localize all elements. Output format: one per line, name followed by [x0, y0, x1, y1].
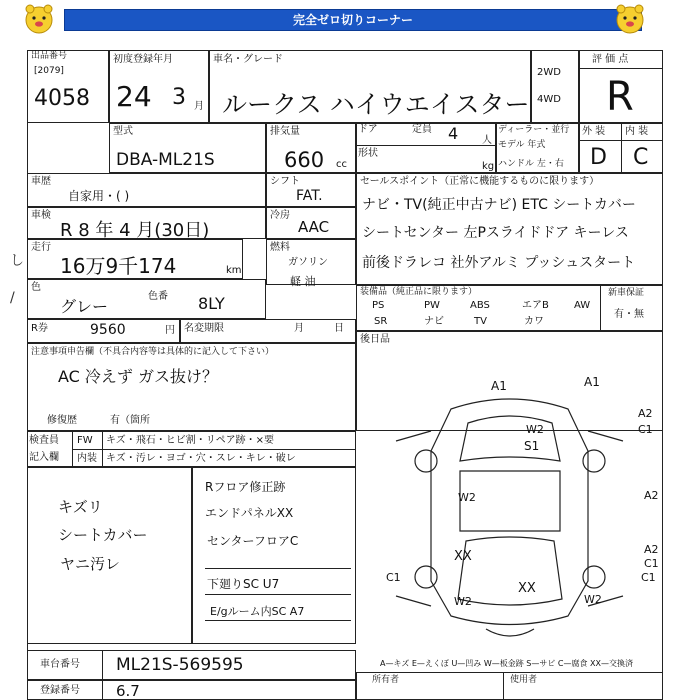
- yen-unit: 円: [165, 325, 175, 336]
- mileage-value: 16万9千174: [60, 254, 177, 278]
- mark-w2-hood: W2: [526, 423, 544, 436]
- car-name: ルークス ハイウエイスター: [222, 90, 530, 119]
- lot-label: 出品番号: [31, 51, 68, 61]
- km-unit: km: [226, 265, 242, 276]
- mark-w2-rear-right: W2: [584, 593, 602, 606]
- owner-label: 所有者: [372, 675, 400, 685]
- sales-line-3: 前後ドラレコ 社外アルミ プッシュスタート: [362, 255, 636, 271]
- banner-title: 完全ゼロ切りコーナー: [64, 9, 642, 31]
- model-label: 型式: [113, 126, 133, 137]
- sales-line-2: シートセンター 左Pスライドドア キーレス: [362, 225, 629, 241]
- color-no-value: 8LY: [198, 294, 225, 313]
- lower-note-1: Rフロア修正跡: [205, 480, 286, 494]
- color-no-label: 色番: [148, 291, 168, 302]
- equip-ps: PS: [372, 300, 385, 311]
- color-label: 色: [31, 282, 41, 293]
- month-unit: 月: [194, 101, 204, 112]
- fuel-gas: ガソリン: [288, 257, 328, 268]
- fw-items: キズ・飛石・ヒビ割・リペア跡・×要: [106, 435, 274, 446]
- mark-a2-right-2: A2: [644, 489, 659, 502]
- margin-mark-1: し: [10, 253, 24, 269]
- chassis-label: 車台番号: [40, 659, 80, 670]
- cc-unit: cc: [336, 159, 347, 170]
- equip-navi: ナビ: [424, 316, 444, 327]
- mark-xx-left: XX: [454, 549, 472, 564]
- history-label: 車歴: [31, 176, 51, 187]
- mark-c1-right-1: C1: [638, 423, 653, 436]
- person-unit: 人: [482, 135, 492, 146]
- chassis-value: ML21S-569595: [116, 655, 244, 675]
- name-change-label: 名変期限: [184, 323, 224, 334]
- inspector-note-2: シートカバー: [58, 526, 148, 544]
- ext-grade: D: [590, 145, 607, 170]
- mark-xx-rear: XX: [518, 581, 536, 596]
- shape-label: 形状: [358, 148, 378, 159]
- recycle-label: R券: [31, 323, 48, 334]
- name-change-day: 日: [334, 323, 344, 334]
- margin-mark-2: /: [10, 290, 15, 306]
- displacement-label: 排気量: [270, 126, 300, 137]
- recycle-value: 9560: [90, 322, 126, 338]
- interior-items: キズ・汚レ・ヨゴ・穴・スレ・キレ・破レ: [106, 453, 296, 464]
- drive-4wd: 4WD: [537, 94, 561, 105]
- inspector-label-2: 記入欄: [29, 452, 59, 463]
- new-car-label: 新車保証: [608, 288, 645, 298]
- equip-label: 装備品（純正品に限ります）: [360, 287, 478, 297]
- mark-a1-front-right: A1: [584, 375, 600, 389]
- int-grade: C: [633, 145, 649, 170]
- name-label: 車名・グレード: [213, 54, 283, 65]
- cooling-label: 冷房: [270, 210, 290, 221]
- inspection-value: R 8 年 4 月(30日): [60, 220, 210, 241]
- lot-number: 4058: [34, 86, 90, 111]
- usage-value: 自家用・( ): [68, 189, 130, 203]
- registration-label: 登録番号: [40, 685, 80, 696]
- mark-w2-left-door: W2: [458, 491, 476, 504]
- banner: [0, 0, 700, 38]
- mark-s1-hood: S1: [524, 439, 540, 453]
- sales-label: セールスポイント（正常に機能するものに限ります）: [360, 176, 600, 187]
- lower-note-3: センターフロアC: [207, 534, 299, 548]
- name-change-month: 月: [294, 323, 304, 334]
- sales-line-1: ナビ・TV(純正中古ナビ) ETC シートカバー: [362, 197, 636, 213]
- cooling-value: AAC: [298, 218, 330, 236]
- mark-c1-right-2: C1: [644, 557, 659, 570]
- interior-label: 内装: [77, 453, 97, 464]
- int-label: 内 装: [625, 126, 649, 137]
- equip-sr: SR: [374, 316, 388, 327]
- equip-abs: ABS: [470, 300, 490, 311]
- mark-w2-rear-left: W2: [454, 595, 472, 608]
- lower-note-5: E/gルーム内SC A7: [210, 605, 305, 618]
- inspection-label: 車検: [31, 210, 51, 221]
- first-reg-label: 初度登録年月: [113, 54, 173, 65]
- first-reg-year: 24: [116, 80, 152, 113]
- ext-label: 外 装: [582, 126, 606, 137]
- mark-c1-rear-right: C1: [641, 571, 656, 584]
- color-value: グレー: [60, 297, 109, 316]
- drive-2wd: 2WD: [537, 67, 561, 78]
- door-label: ドア: [358, 124, 378, 135]
- mark-a2-right-3: A2: [644, 543, 659, 556]
- history-cell: [27, 173, 266, 207]
- new-car-value: 有・無: [614, 309, 644, 320]
- repair-value: 有（箇所: [110, 415, 150, 426]
- fuel-diesel: 軽 油: [290, 275, 316, 288]
- notes-title: 注意事項申告欄（不具合内容等は具体的に記入して下さい）: [31, 347, 275, 357]
- handle-label: ハンドル 左・右: [498, 159, 564, 169]
- mascot-left-icon: [22, 2, 56, 36]
- repair-label: 修復歴: [47, 415, 77, 426]
- notes-text: AC 冷えず ガス抜け？: [58, 367, 219, 386]
- car-damage-diagram: [356, 371, 663, 646]
- inspector-note-1: キズリ: [58, 498, 103, 516]
- capacity-value: 4: [448, 124, 459, 143]
- shift-value: FAT.: [296, 188, 323, 204]
- mark-a1-front-left: A1: [491, 379, 507, 393]
- equip-tv: TV: [474, 316, 487, 327]
- damage-legend: A—キズ E—えくぼ U—凹み W—板金跡 S—サビ C—腐食 XX—交換済: [380, 659, 634, 668]
- mark-a2-right-1: A2: [638, 407, 653, 420]
- user-label: 使用者: [510, 675, 538, 685]
- fw-label: FW: [77, 435, 93, 446]
- equip-pw: PW: [424, 300, 440, 311]
- inspector-note-3: ヤニ汚レ: [60, 555, 121, 573]
- fuel-label: 燃料: [270, 242, 290, 253]
- equip-aw: AW: [574, 300, 591, 311]
- after-items-label: 後日品: [360, 334, 390, 345]
- equip-leather: カワ: [524, 316, 544, 327]
- capacity-label: 定員: [412, 124, 432, 135]
- model-year-label: モデル 年式: [498, 140, 546, 150]
- model-value: DBA-ML21S: [116, 150, 215, 170]
- lower-note-4: 下廻りSC U7: [207, 577, 280, 591]
- score-value: R: [606, 74, 634, 120]
- shift-label: シフト: [270, 176, 300, 187]
- first-reg-month: 3: [172, 85, 186, 110]
- lower-note-2: エンドパネルXX: [205, 506, 294, 520]
- displacement-value: 660: [284, 148, 325, 172]
- mascot-right-icon: [613, 2, 647, 36]
- registration-value: 6.7: [116, 682, 140, 700]
- lot-small: [2079]: [34, 66, 64, 76]
- mark-c1-left: C1: [386, 571, 401, 584]
- drive-cell: [531, 50, 579, 123]
- kg-unit: kg: [482, 161, 495, 172]
- score-label: 評 価 点: [592, 54, 629, 65]
- mileage-label: 走行: [31, 242, 51, 253]
- dealer-label: ディーラー・並行: [498, 125, 570, 135]
- inspector-label-1: 検査員: [29, 435, 59, 446]
- equip-airbag: エアB: [522, 300, 549, 311]
